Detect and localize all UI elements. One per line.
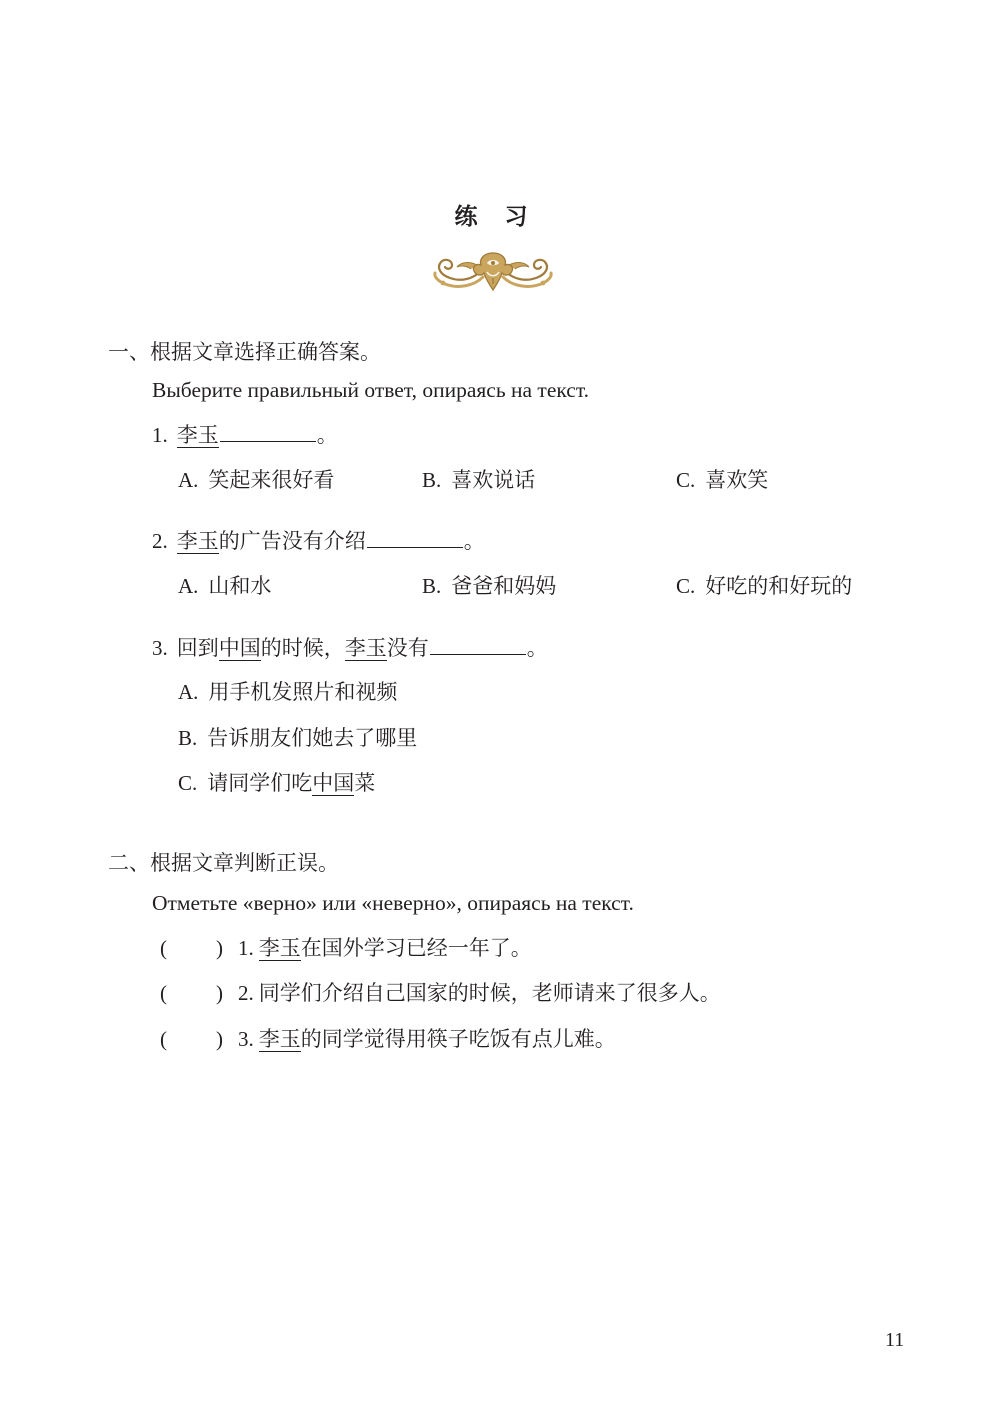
item-text: 同学们介绍自己国家的时候，老师请来了很多人。 (258, 981, 721, 1005)
question-number: 1. (152, 423, 168, 447)
option-label: B. (422, 468, 442, 492)
answer-paren-close: ) (216, 936, 223, 960)
proper-name: 中国 (312, 771, 355, 795)
q1-option-b (422, 467, 535, 493)
q3-option-a (178, 679, 397, 705)
item-text: 在国外学习已经一年了。 (300, 936, 532, 960)
option-label: C. (676, 468, 696, 492)
option-text: 山和水 (208, 574, 272, 598)
question-text: 回到 (176, 636, 219, 660)
question-end: 。 (316, 423, 338, 447)
option-label: A. (178, 468, 199, 492)
answer-paren-open: ( (160, 1027, 167, 1051)
answer-paren-open: ( (160, 936, 167, 960)
option-text: 好吃的和好玩的 (705, 574, 853, 598)
q2-option-b (422, 573, 556, 599)
question-text: 的时候， (260, 636, 345, 660)
q2-option-a (178, 573, 271, 599)
q1-option-a (178, 467, 334, 493)
option-label: B. (422, 574, 442, 598)
option-text: 用手机发照片和视频 (208, 680, 398, 704)
proper-name: 中国 (218, 636, 261, 660)
section2-heading: 二、根据文章判断正误。 (108, 851, 339, 875)
question-3 (152, 635, 548, 661)
question-text: 没有 (386, 636, 429, 660)
page-title: 练 习 (454, 204, 530, 229)
option-text: 告诉朋友们她去了哪里 (207, 726, 418, 750)
item-number: 2. (238, 981, 254, 1005)
proper-name: 李玉 (176, 423, 219, 447)
item-number: 3. (238, 1027, 254, 1051)
q2-option-c (676, 573, 852, 599)
section1-heading: 一、根据文章选择正确答案。 (108, 340, 381, 364)
section2-instruction: Отметьте «верно» или «неверно», опираясь на текст. (152, 891, 634, 915)
option-label: C. (178, 771, 198, 795)
answer-paren-open: ( (160, 981, 167, 1005)
question-number: 3. (152, 636, 168, 660)
judge-item-2 (160, 980, 721, 1006)
q3-option-b (178, 725, 417, 751)
item-number: 1. (238, 936, 254, 960)
question-1 (152, 422, 338, 448)
answer-blank (367, 529, 463, 548)
proper-name: 李玉 (258, 1027, 301, 1051)
q1-option-c (676, 467, 768, 493)
option-text: 笑起来很好看 (208, 468, 335, 492)
option-text: 爸爸和妈妈 (451, 574, 557, 598)
option-text: 菜 (354, 771, 376, 795)
question-number: 2. (152, 529, 168, 553)
option-text: 喜欢说话 (451, 468, 536, 492)
answer-blank (220, 423, 316, 442)
option-text: 喜欢笑 (705, 468, 769, 492)
answer-paren-close: ) (216, 981, 223, 1005)
section1-instruction: Выберите правильный ответ, опираясь на текст. (152, 378, 589, 402)
q3-option-c (178, 770, 375, 796)
option-text: 请同学们吃 (207, 771, 313, 795)
ornament-icon (431, 250, 555, 294)
proper-name: 李玉 (258, 936, 301, 960)
question-2 (152, 528, 485, 554)
question-text: 的广告没有介绍 (218, 529, 366, 553)
page-number: 11 (885, 1329, 905, 1351)
question-end: 。 (463, 529, 485, 553)
option-label: A. (178, 680, 199, 704)
item-text: 的同学觉得用筷子吃饭有点儿难。 (300, 1027, 616, 1051)
judge-item-3 (160, 1026, 616, 1052)
question-end: 。 (526, 636, 548, 660)
judge-item-1 (160, 935, 532, 961)
option-label: C. (676, 574, 696, 598)
proper-name: 李玉 (344, 636, 387, 660)
option-label: A. (178, 574, 199, 598)
answer-blank (430, 636, 526, 655)
proper-name: 李玉 (176, 529, 219, 553)
answer-paren-close: ) (216, 1027, 223, 1051)
option-label: B. (178, 726, 198, 750)
